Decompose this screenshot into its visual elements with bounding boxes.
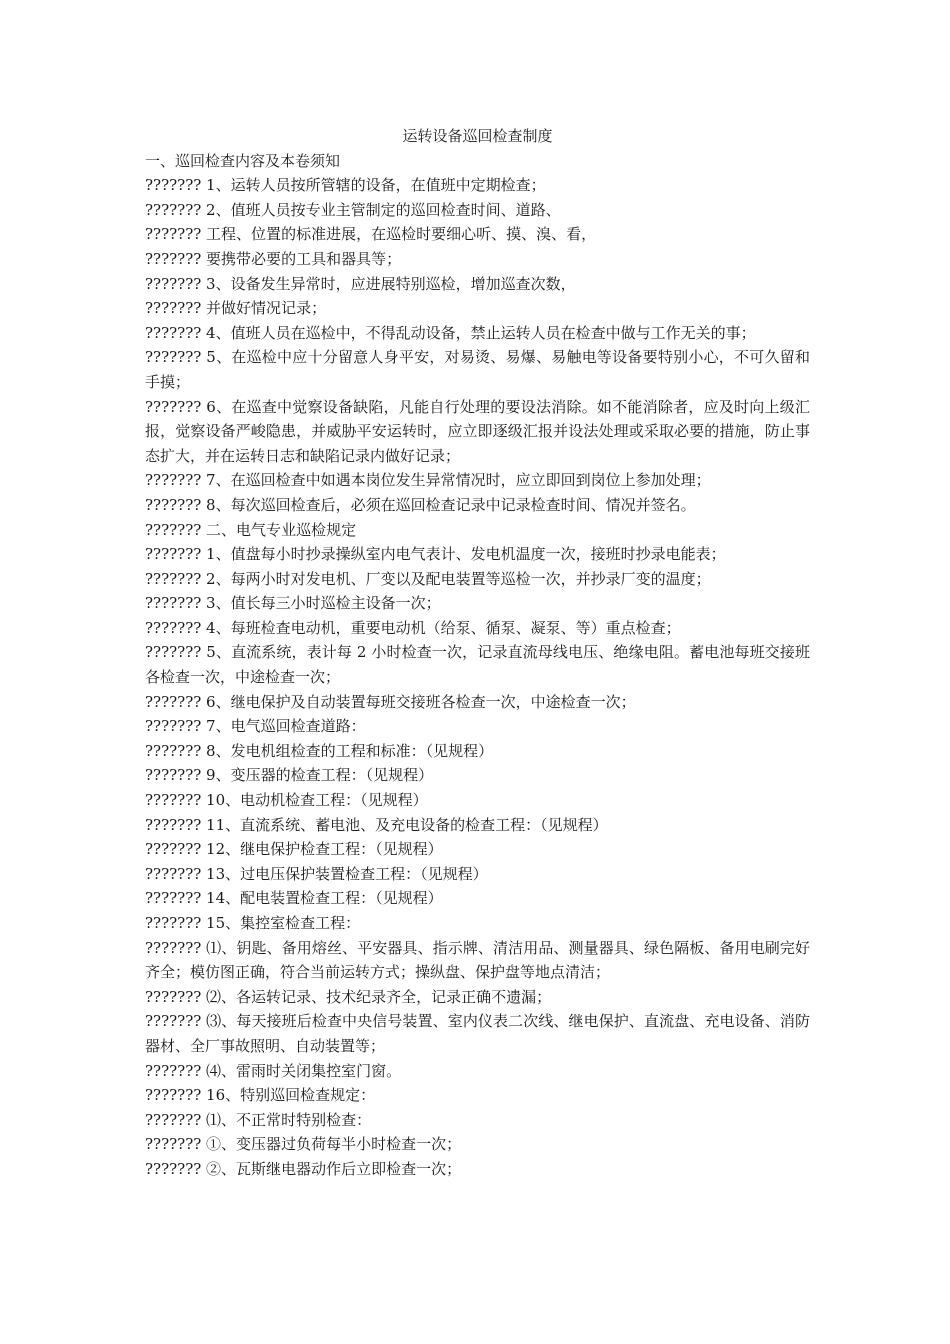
paragraph-line: ??????? 11、直流系统、蓄电池、及充电设备的检查工程：（见规程）	[145, 815, 608, 834]
paragraph-line: ??????? 6、在巡查中觉察设备缺陷，凡能自行处理的要设法消除。如不能消除者，应及时向上级汇报，觉察设备严峻隐患，并威胁平安运转时，应立即逐级汇报并设法处理或采取必要的措施，防止事态扩大，并在运转日志和缺陷记录内做好记录；	[145, 397, 810, 465]
document-page	[145, 124, 810, 1182]
paragraph-line: ??????? ⑶、每天接班后检查中央信号装置、室内仪表二次线、继电保护、直流盘、充电设备、消防器材、全厂事故照明、自动装置等；	[145, 1012, 810, 1055]
document-title: 运转设备巡回检查制度	[402, 127, 553, 145]
paragraph-line: ??????? 要携带必要的工具和器具等；	[145, 249, 402, 268]
paragraph-line: ??????? 4、每班检查电动机，重要电动机（给泵、循泵、凝泵、等）重点检查；	[145, 618, 681, 637]
paragraph-line: ??????? 2、值班人员按专业主管制定的巡回检查时间、道路、	[145, 200, 561, 219]
section-heading-inspection: 一、巡回检查内容及本卷须知	[145, 151, 341, 170]
paragraph-line: ??????? ②、瓦斯继电器动作后立即检查一次；	[145, 1159, 462, 1178]
paragraph-line: ??????? 8、发电机组检查的工程和标准：（见规程）	[145, 741, 494, 760]
paragraph-line: ??????? 5、在巡检中应十分留意人身平安，对易烫、易爆、易触电等设备要特别小心，不可久留和手摸；	[145, 348, 810, 391]
paragraph-line: ??????? 7、在巡回检查中如遇本岗位发生异常情况时，应立即回到岗位上参加处理；	[145, 471, 711, 490]
paragraph-line: ??????? 4、值班人员在巡检中，不得乱动设备，禁止运转人员在检查中做与工作无关的事；	[145, 323, 756, 342]
paragraph-line: ??????? 6、继电保护及自动装置每班交接班各检查一次，中途检查一次；	[145, 692, 636, 711]
paragraph-line: ??????? 1、值盘每小时抄录操纵室内电气表计、发电机温度一次，接班时抄录电能表；	[145, 545, 726, 564]
paragraph-line: ??????? 14、配电装置检查工程：（见规程）	[145, 889, 443, 908]
paragraph-line: ??????? 并做好情况记录；	[145, 299, 327, 318]
paragraph-line: ??????? 3、设备发生异常时，应进展特别巡检，增加巡查次数，	[145, 274, 576, 293]
paragraph-line: ??????? 7、电气巡回检查道路：	[145, 717, 366, 736]
paragraph-line: ??????? 3、值长每三小时巡检主设备一次；	[145, 594, 441, 613]
paragraph-line: ??????? ⑷、雷雨时关闭集控室门窗。	[145, 1061, 402, 1080]
paragraph-line: ??????? 12、继电保护检查工程：（见规程）	[145, 840, 443, 859]
paragraph-line: ??????? 10、电动机检查工程：（见规程）	[145, 791, 428, 810]
paragraph-line: ??????? ⑴、不正常时特别检查：	[145, 1110, 372, 1129]
section-heading-electrical: ??????? 二、电气专业巡检规定	[145, 520, 357, 539]
paragraph-line: ??????? 13、过电压保护装置检查工程：（见规程）	[145, 864, 488, 883]
paragraph-line: ??????? 1、运转人员按所管辖的设备，在值班中定期检查；	[145, 176, 546, 195]
paragraph-line: ??????? 16、特别巡回检查规定：	[145, 1086, 376, 1105]
paragraph-line: ??????? ⑵、各运转记录、技术纪录齐全，记录正确不遗漏；	[145, 987, 552, 1006]
paragraph-line: ??????? 5、直流系统，表计每 2 小时检查一次，记录直流母线电压、绝缘电阻。蓄电池每班交接班各检查一次，中途检查一次；	[145, 643, 810, 687]
paragraph-line: ??????? 8、每次巡回检查后，必须在巡回检查记录中记录检查时间、情况并签名。	[145, 495, 696, 514]
paragraph-line: ??????? 工程、位置的标准进展，在巡检时要细心听、摸、溴、看，	[145, 225, 597, 244]
paragraph-line: ??????? 9、变压器的检查工程：（见规程）	[145, 766, 434, 785]
paragraph-line: ??????? 15、集控室检查工程：	[145, 914, 361, 932]
paragraph-line: ??????? 2、每两小时对发电机、厂变以及配电装置等巡检一次，并抄录厂变的温度；	[145, 569, 711, 588]
paragraph-line: ??????? ①、变压器过负荷每半小时检查一次；	[145, 1135, 462, 1154]
paragraph-line: ??????? ⑴、钥匙、备用熔丝、平安器具、指示牌、清洁用品、测量器具、绿色隔板、备用电刷完好齐全；模仿图正确，符合当前运转方式；操纵盘、保护盘等地点清洁；	[145, 938, 810, 982]
